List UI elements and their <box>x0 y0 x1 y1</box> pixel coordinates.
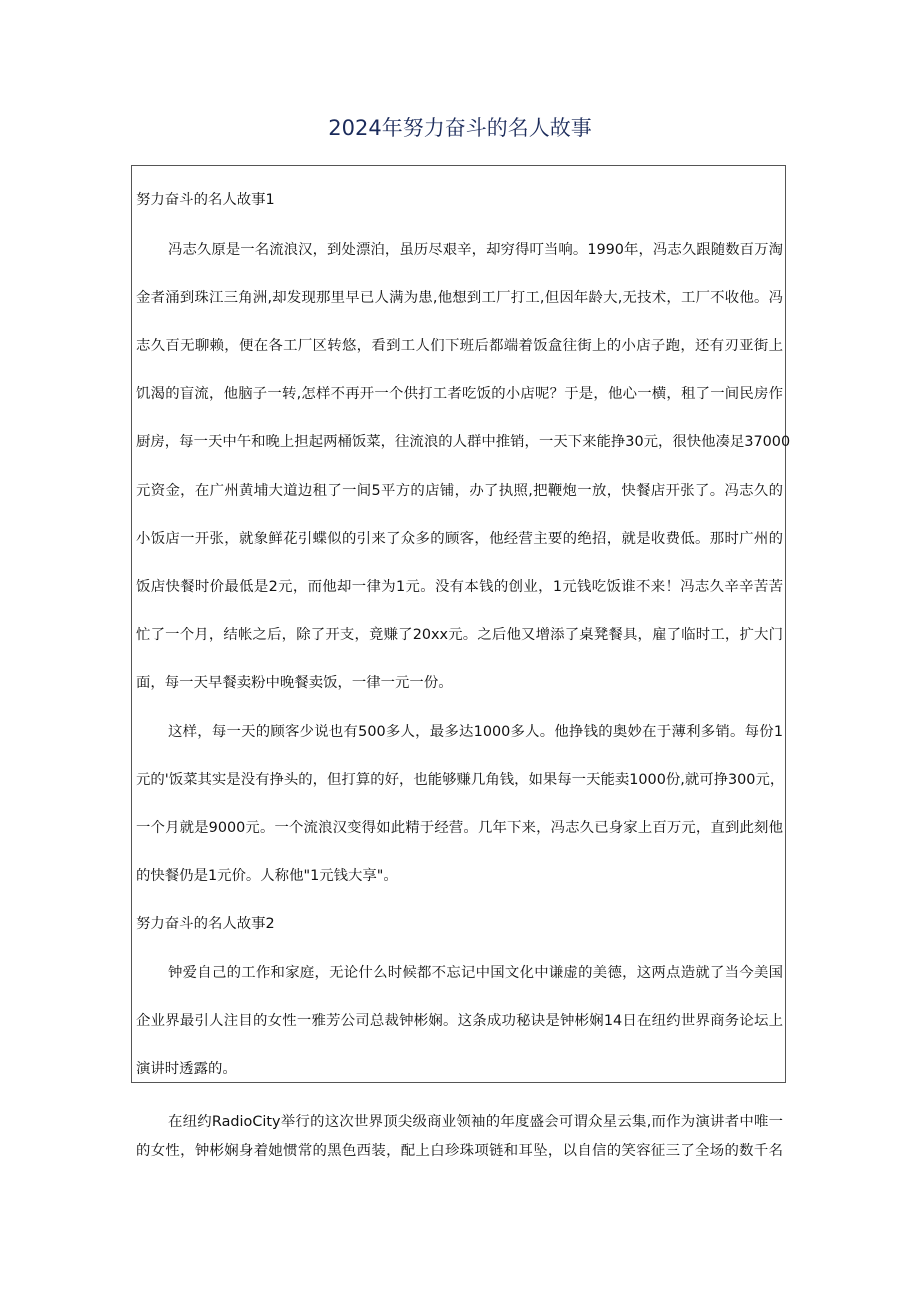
story-1-para-1-line: 面，每一天早餐卖粉中晚餐卖饭，一律一元一份。 <box>136 675 453 691</box>
story-1-para-1-line: 冯志久原是一名流浪汉，到处漂泊，虽历尽艰辛，却穷得叮当响。1990年，冯志久跟随数百万淘 <box>168 242 783 258</box>
continuation-line: 在纽约RadioCity举行的这次世界顶尖级商业领袖的年度盛会可谓众星云集,而作为演讲者中唯一 <box>168 1114 783 1130</box>
story-2-para-1-line: 企业界最引人注目的女性一雅芳公司总裁钟彬娴。这条成功秘诀是钟彬娴14日在纽约世界商务论坛上 <box>136 1013 783 1029</box>
story-2-heading: 努力奋斗的名人故事2 <box>136 916 275 932</box>
story-1-para-1-line: 小饭店一开张，就象鲜花引蝶似的引来了众多的顾客，他经营主要的绝招，就是收费低。那时广州的 <box>136 531 783 547</box>
story-1-para-1-line: 饥渴的盲流，他脑子一转,怎样不再开一个供打工者吃饭的小店呢？于是，他心一横，租了一间民房作 <box>136 386 783 402</box>
story-1-heading: 努力奋斗的名人故事1 <box>136 192 275 208</box>
story-1-para-1-line: 厨房，每一天中午和晚上担起两桶饭菜，往流浪的人群中推销，一天下来能挣30元，很快他凑足37000 <box>136 434 791 450</box>
story-1-para-1-line: 金者涌到珠江三角洲,却发现那里早已人满为患,他想到工厂打工,但因年龄大,无技术，工厂不收他。冯 <box>136 290 783 306</box>
story-1-para-2-line: 这样，每一天的顾客少说也有500多人，最多达1000多人。他挣钱的奥妙在于薄利多销。每份1 <box>168 724 783 740</box>
page-title: 2024年努力奋斗的名人故事 <box>328 116 592 140</box>
story-1-para-2-line: 一个月就是9000元。一个流浪汉变得如此精于经营。几年下来，冯志久已身家上百万元，直到此刻他 <box>136 820 783 836</box>
story-1-para-2-line: 元的'饭菜其实是没有挣头的，但打算的好，也能够赚几角钱，如果每一天能卖1000份,就可挣300元， <box>136 772 785 788</box>
continuation-line: 的女性，钟彬娴身着她惯常的黑色西装，配上白珍珠项链和耳坠，以自信的笑容征三了全场的数千名 <box>136 1143 783 1159</box>
story-1-para-1-line: 志久百无聊赖，便在各工厂区转悠，看到工人们下班后都端着饭盒往街上的小店子跑，还有刃亚街上 <box>136 338 783 354</box>
story-1-para-1-line: 饭店快餐时价最低是2元，而他却一律为1元。没有本钱的创业，1元钱吃饭谁不来！冯志久辛辛苦苦 <box>136 579 783 595</box>
story-2-para-1-line: 演讲时透露的。 <box>136 1061 237 1077</box>
story-1-para-1-line: 忙了一个月，结帐之后，除了开支，竟赚了20xx元。之后他又增添了桌凳餐具，雇了临时工，扩大门 <box>136 627 783 643</box>
story-1-para-1-line: 元资金，在广州黄埔大道边租了一间5平方的店铺，办了执照,把鞭炮一放，快餐店开张了。冯志久的 <box>136 483 783 499</box>
story-1-para-2-line: 的快餐仍是1元价。人称他"1元钱大享"。 <box>136 868 398 884</box>
story-2-para-1-line: 钟爱自己的工作和家庭，无论什么时候都不忘记中国文化中谦虚的美德，这两点造就了当今美国 <box>168 965 783 981</box>
